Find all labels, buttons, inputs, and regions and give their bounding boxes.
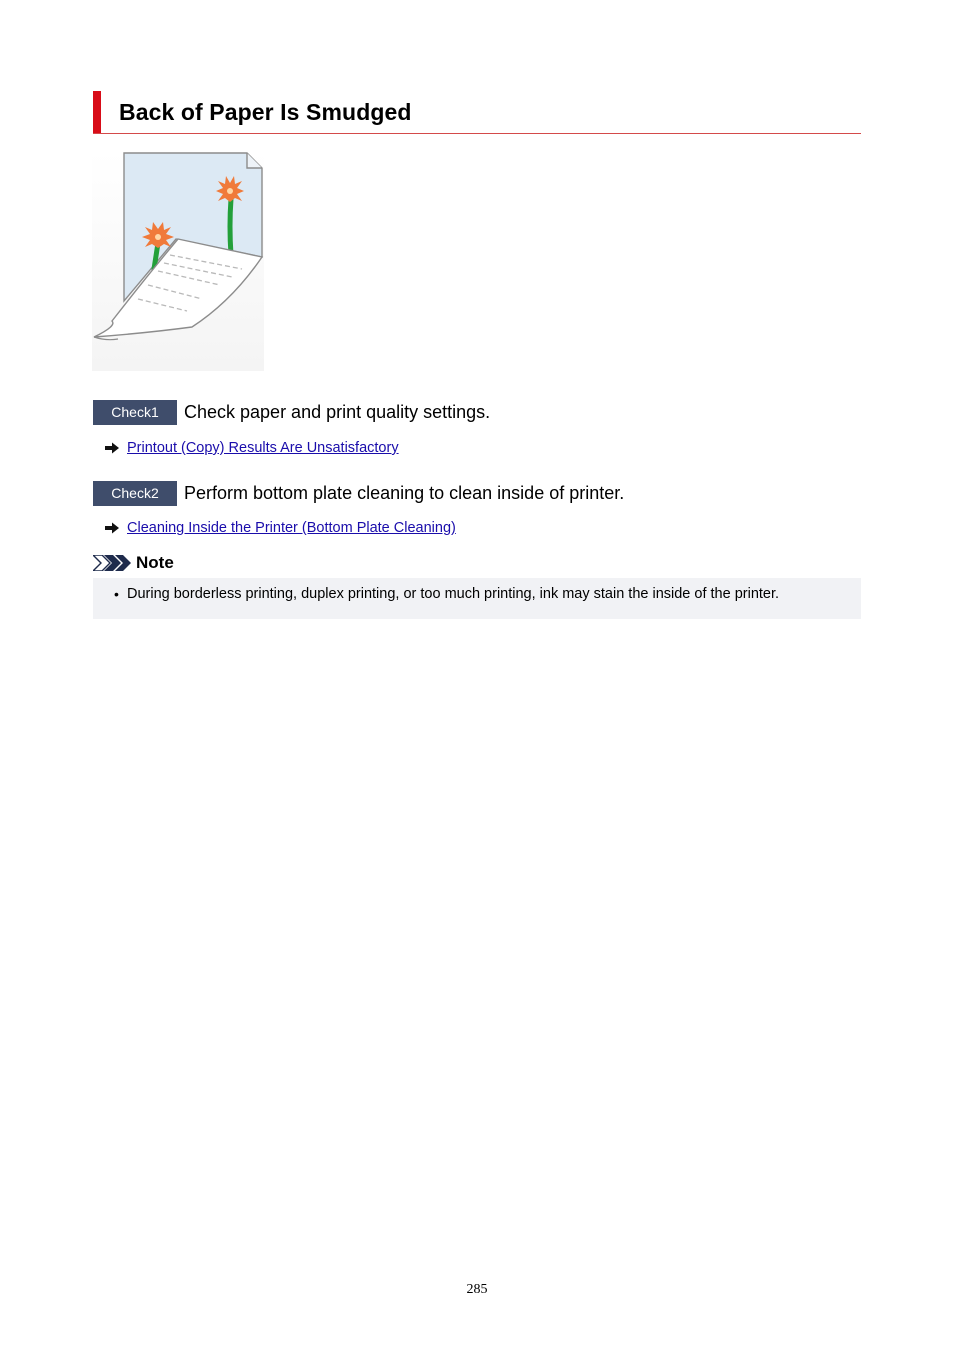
arrow-right-icon [104,442,120,454]
page-title: Back of Paper Is Smudged [119,99,412,125]
bottom-plate-cleaning-link[interactable]: Cleaning Inside the Printer (Bottom Plate Cleaning) [127,520,456,536]
arrow-right-icon [104,522,120,534]
check-text: Check paper and print quality settings. [184,402,491,422]
check-badge: Check2 [93,481,177,506]
page-number: 285 [466,1282,488,1297]
smudged-paper-illustration [92,151,264,371]
smudged-paper-icon [92,151,264,371]
check-text: Perform bottom plate cleaning to clean inside of printer. [184,483,625,503]
note-chevrons-icon [93,555,132,571]
check-badge: Check1 [93,400,177,425]
title-accent-bar [93,91,101,133]
note-item: During borderless printing, duplex printing, or too much printing, ink may stain the inside of the printer. [127,586,780,602]
note-box [93,578,861,619]
page-title-bar [93,91,861,134]
note-title: Note [136,553,174,572]
bullet: • [114,586,119,602]
printout-results-link[interactable]: Printout (Copy) Results Are Unsatisfactory [127,440,399,456]
